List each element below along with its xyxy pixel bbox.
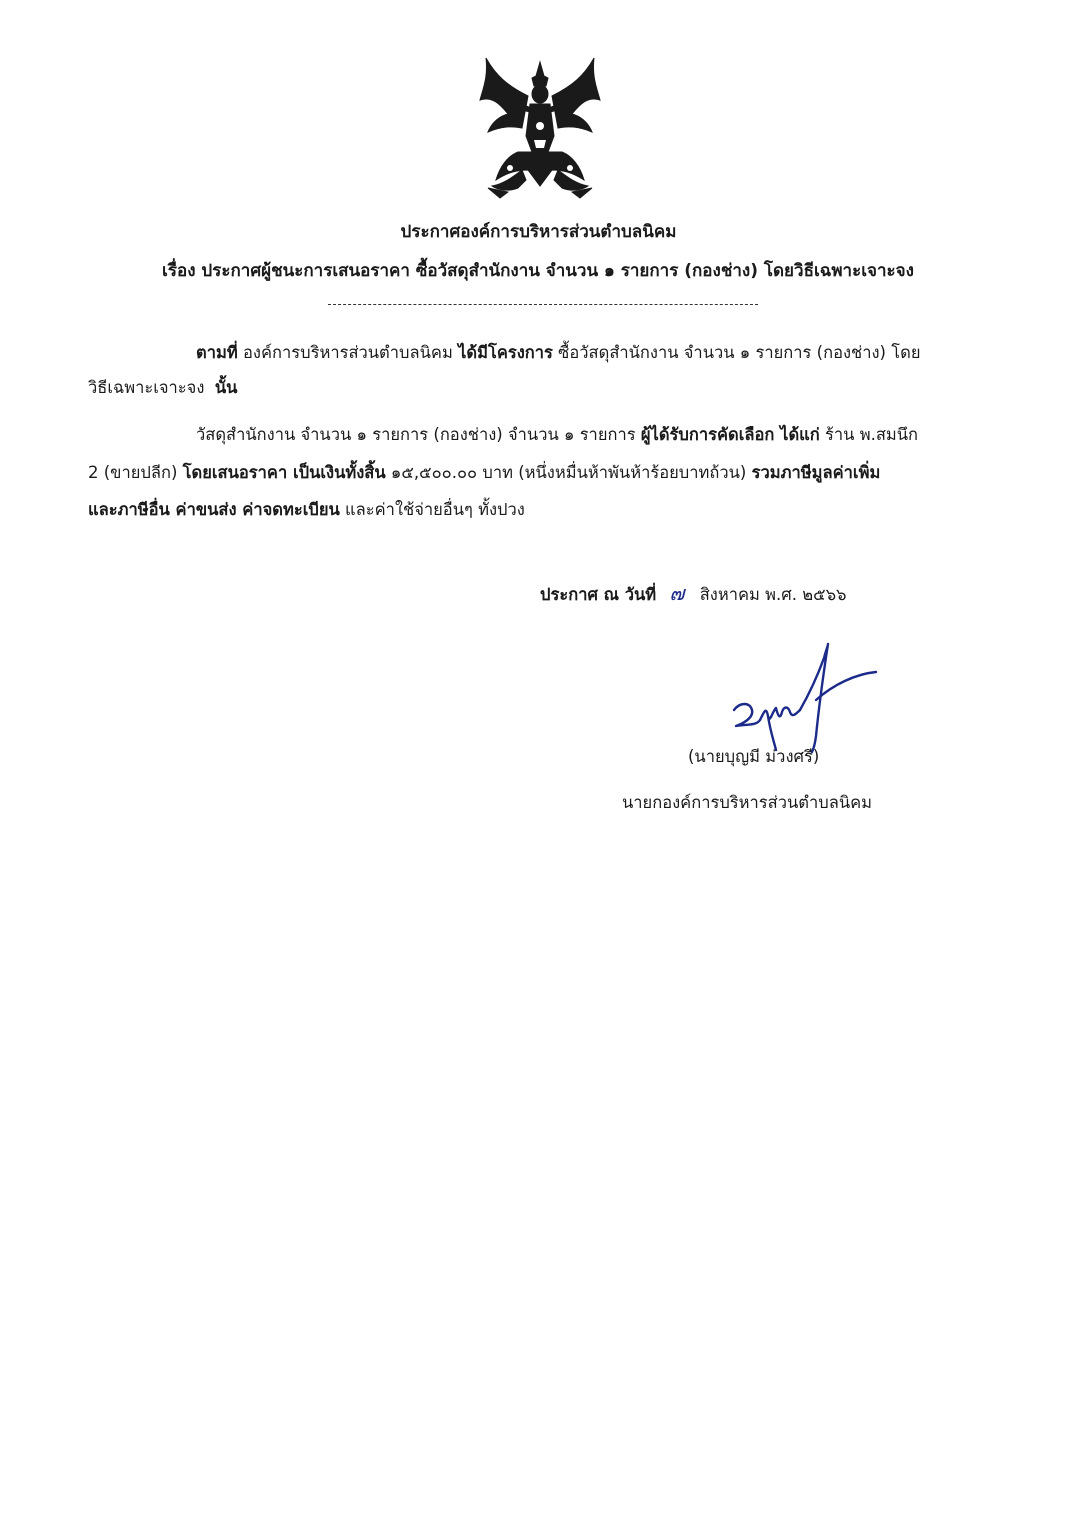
date-day: ๗ [669, 581, 687, 605]
p2-bold-3: รวมภาษีมูลค่าเพิ่ม [751, 463, 881, 482]
announcement-title: ประกาศองค์การบริหารส่วนตำบลนิคม [400, 222, 677, 242]
paragraph-2-line-3 [88, 490, 525, 530]
p2-text-2: ร้าน พ.สมนึก [825, 425, 919, 444]
garuda-emblem-icon [478, 56, 602, 200]
p2-text-5: และค่าใช้จ่ายอื่นๆ ทั้งปวง [345, 500, 525, 519]
p1-text-3: วิธีเฉพาะเจาะจง [88, 378, 205, 397]
p2-bold-2: โดยเสนอราคา เป็นเงินทั้งสิ้น [182, 463, 386, 482]
dashed-separator [328, 304, 758, 305]
paragraph-2-line-2 [88, 453, 880, 493]
signatory-position: นายกองค์การบริหารส่วนตำบลนิคม [622, 793, 873, 812]
p1-bold-2: ได้มีโครงการ [458, 343, 553, 362]
signatory-name: (นายบุญมี ม่วงศรี) [688, 747, 820, 766]
paragraph-1-line-1 [196, 333, 921, 373]
paragraph-2-line-1 [196, 415, 918, 455]
subject-rest: ซื้อวัสดุสำนักงาน จำนวน ๑ รายการ (กองช่าง) โดยวิธีเฉพาะเจาะจง [415, 261, 914, 281]
p2-text-3: 2 (ขายปลีก) [88, 463, 178, 482]
handwritten-signature [716, 640, 886, 760]
p1-text-1: องค์การบริหารส่วนตำบลนิคม [242, 343, 453, 362]
subject-bold: ประกาศผู้ชนะการเสนอราคา [201, 261, 410, 281]
p2-bold-1: ผู้ได้รับการคัดเลือก ได้แก่ [640, 425, 820, 444]
p1-bold-3: นั้น [214, 378, 238, 397]
p2-text-1: วัสดุสำนักงาน จำนวน ๑ รายการ (กองช่าง) จำนวน ๑ รายการ [196, 425, 636, 444]
date-month-year: สิงหาคม พ.ศ. ๒๕๖๖ [699, 585, 847, 604]
p2-text-4: ๑๕,๕๐๐.๐๐ บาท (หนึ่งหมื่นห้าพันห้าร้อยบาทถ้วน) [390, 463, 747, 482]
p2-bold-4: และภาษีอื่น ค่าขนส่ง ค่าจดทะเบียน [88, 500, 340, 519]
paragraph-1-line-2 [88, 368, 237, 408]
announcement-date [540, 577, 847, 609]
p1-bold-1: ตามที่ [196, 343, 238, 362]
subject-line [108, 257, 968, 284]
subject-label: เรื่อง [162, 261, 196, 281]
p1-text-2: ซื้อวัสดุสำนักงาน จำนวน ๑ รายการ (กองช่าง) โดย [558, 343, 921, 362]
date-label: ประกาศ ณ วันที่ [540, 585, 657, 604]
